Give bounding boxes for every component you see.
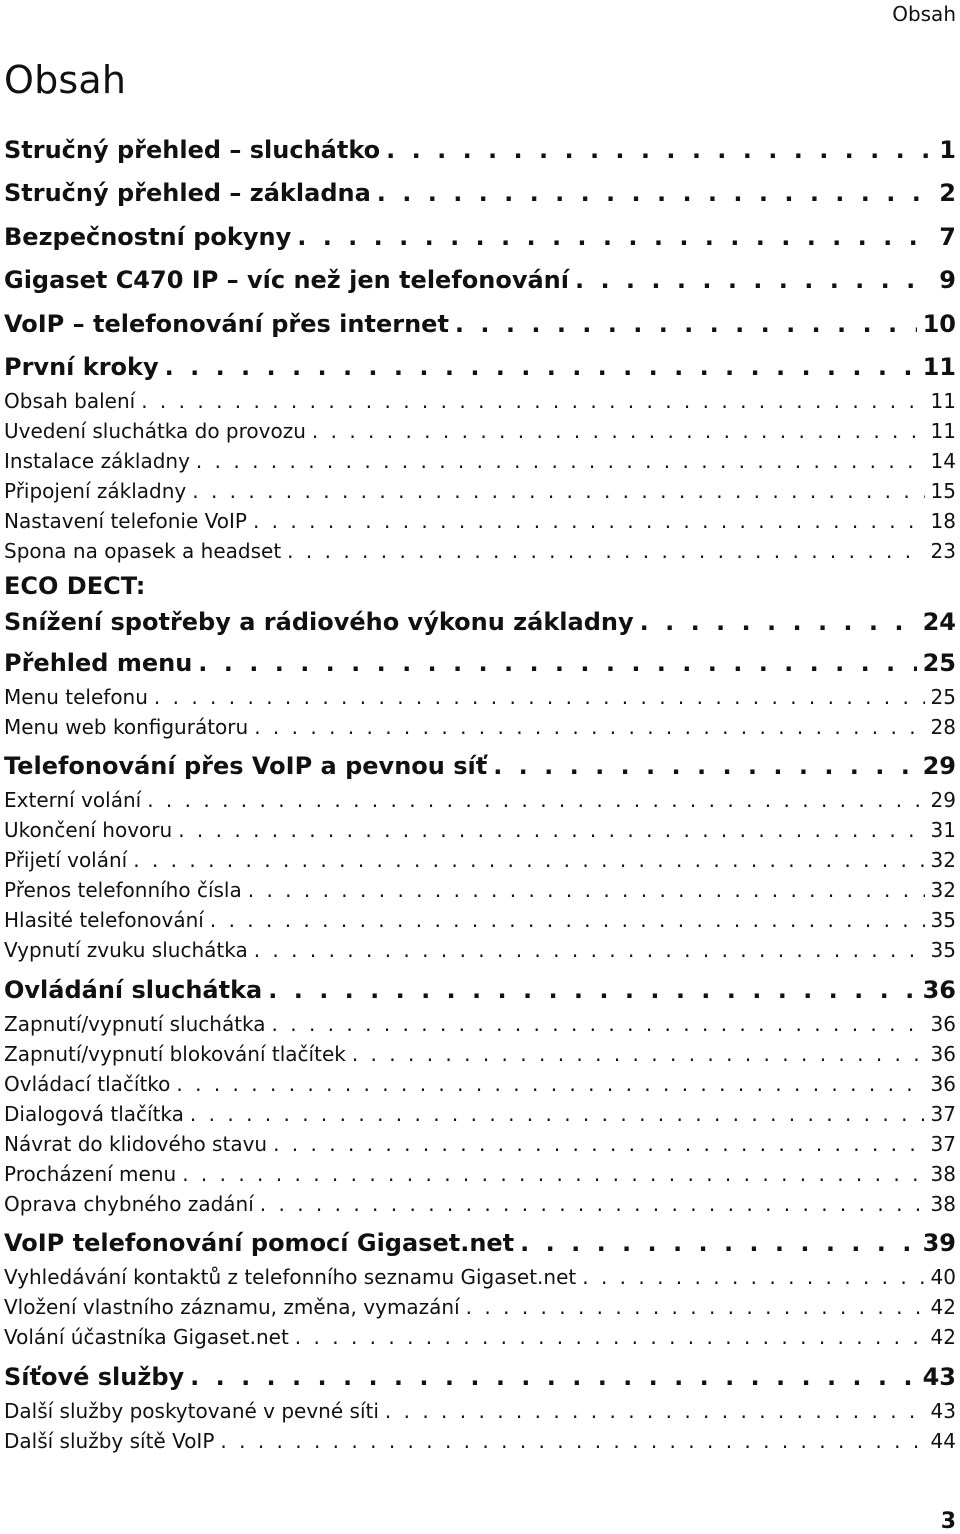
toc-entry-title: Přehled menu [4,648,193,677]
toc-chapter-entry[interactable] [4,1222,956,1266]
toc-section-entry[interactable] [4,1042,956,1072]
dot-leader [640,608,917,636]
dot-leader [165,353,917,381]
toc-section-entry[interactable] [4,1429,956,1459]
toc-entry-title: Síťové služby [4,1362,185,1391]
toc-section-entry[interactable] [4,1265,956,1295]
dot-leader [455,310,917,338]
toc-entry-title: Menu telefonu [4,684,148,709]
toc-section-entry[interactable] [4,788,956,818]
dot-leader [220,1429,924,1453]
toc-entry-page-number: 1 [939,135,956,164]
toc-entry-title: Externí volání [4,788,142,812]
toc-entry-page-number: 37 [930,1101,956,1126]
dot-leader [377,179,934,207]
toc-section-entry[interactable] [4,818,956,848]
toc-entry-title: Vyhledávání kontaktů z telefonního seznamu Gigaset.net [4,1265,577,1289]
toc-entry-title: Ovládání sluchátka [4,975,263,1004]
page-title: Obsah [4,58,127,102]
dot-leader [190,1363,916,1391]
toc-entry-page-number: 10 [922,309,956,338]
dot-leader [287,539,924,563]
toc-section-entry[interactable] [4,1325,956,1355]
toc-section-entry[interactable] [4,1162,956,1192]
dot-leader [254,938,925,962]
toc-entry-page-number: 44 [930,1428,956,1453]
toc-entry-page-number: 39 [922,1229,956,1258]
toc-entry-title: Procházení menu [4,1161,177,1186]
toc-chapter-entry[interactable] [4,259,956,303]
toc-entry-title: Oprava chybného zadání [4,1191,254,1216]
toc-entry-title: Další služby sítě VoIP [4,1428,215,1453]
dot-leader [141,389,924,413]
toc-entry-page-number: 7 [939,222,956,251]
toc-entry-title: Gigaset C470 IP – víc než jen telefonování [4,266,569,295]
toc-entry-page-number: 24 [922,608,956,636]
toc-entry-title: Nastavení telefonie VoIP [4,509,247,533]
toc-chapter-entry[interactable] [4,215,956,259]
toc-section-entry[interactable] [4,389,956,419]
dot-leader [154,685,925,709]
toc-entry-title: Snížení spotřeby a rádiového výkonu základny [4,608,634,636]
toc-entry-title: Ovládací tlačítko [4,1071,171,1096]
dot-leader [192,479,924,503]
toc-entry-title: Bezpečnostní pokyny [4,222,292,251]
dot-leader [295,1325,925,1349]
toc-section-entry[interactable] [4,1132,956,1162]
dot-leader [176,1072,924,1096]
dot-leader [268,976,916,1004]
dot-leader [582,1265,924,1289]
dot-leader [272,1012,925,1036]
toc-entry-page-number: 32 [930,848,956,872]
toc-entry-page-number: 38 [930,1191,956,1216]
dot-leader [147,788,924,812]
dot-leader [493,752,916,780]
toc-section-entry[interactable] [4,1012,956,1042]
toc-entry-page-number: 42 [930,1325,956,1349]
toc-entry-page-number: 25 [930,684,956,709]
toc-section-entry[interactable] [4,715,956,745]
dot-leader [575,266,933,294]
toc-entry-page-number: 35 [930,938,956,962]
toc-entry-title: Zapnutí/vypnutí sluchátka [4,1011,266,1036]
toc-section-entry[interactable] [4,848,956,878]
toc-entry-title: Uvedení sluchátka do provozu [4,419,306,443]
toc-entry-title: Vypnutí zvuku sluchátka [4,938,248,962]
toc-entry-title: Stručný přehled – základna [4,179,371,208]
page-number: 3 [940,1509,956,1534]
toc-section-entry[interactable] [4,908,956,938]
toc-chapter-entry[interactable] [4,745,956,789]
toc-entry-title: První kroky [4,353,159,382]
toc-entry-title: Stručný přehled – sluchátko [4,135,381,164]
toc-entry-page-number: 29 [930,788,956,812]
dot-leader [254,715,924,739]
toc-entry-page-number: 2 [939,179,956,208]
toc-entry-page-number: 32 [930,878,956,902]
toc-chapter-entry[interactable] [4,968,956,1012]
toc-entry-title: Volání účastníka Gigaset.net [4,1325,289,1349]
toc-entry-page-number: 43 [930,1398,956,1423]
toc-section-entry[interactable] [4,1399,956,1429]
toc-entry-title: VoIP telefonování pomocí Gigaset.net [4,1229,515,1258]
dot-leader [178,818,924,842]
dot-leader [385,1399,925,1423]
toc-section-entry[interactable] [4,938,956,968]
toc-entry-title: Vložení vlastního záznamu, změna, vymazání [4,1295,460,1319]
toc-section-entry[interactable] [4,479,956,509]
toc-entry-title: VoIP – telefonování přes internet [4,309,449,338]
toc-section-entry[interactable] [4,509,956,539]
toc-chapter-entry[interactable] [4,172,956,216]
toc-entry-title: Připojení základny [4,479,187,503]
toc-entry-title: Návrat do klidového stavu [4,1131,268,1156]
dot-leader [198,649,916,677]
toc-entry-page-number: 42 [930,1295,956,1319]
toc-section-entry[interactable] [4,419,956,449]
dot-leader [190,1102,925,1126]
dot-leader [466,1295,925,1319]
toc-chapter-entry[interactable] [4,302,956,346]
toc-entry-page-number: 15 [930,479,956,503]
toc-entry-page-number: 28 [930,714,956,739]
toc-entry-page-number: 38 [930,1161,956,1186]
toc-section-entry[interactable] [4,1192,956,1222]
dot-leader [196,449,925,473]
toc-entry-title: Telefonování přes VoIP a pevnou síť [4,752,488,781]
toc-chapter-entry[interactable] [4,1355,956,1399]
toc-entry-page-number: 36 [930,1041,956,1066]
toc-entry-page-number: 35 [930,908,956,932]
toc-entry-title: Instalace základny [4,449,190,473]
dot-leader [520,1229,916,1257]
toc-entry-page-number: 36 [922,975,956,1004]
dot-leader [312,419,925,443]
toc-section-entry[interactable] [4,1295,956,1325]
toc-entry-page-number: 18 [930,509,956,533]
toc-entry-page-number: 25 [922,648,956,677]
toc-section-entry[interactable] [4,1102,956,1132]
dot-leader [182,1162,924,1186]
toc-heading [4,569,956,603]
toc-entry-title: Spona na opasek a headset [4,539,282,563]
dot-leader [133,848,924,872]
dot-leader [253,509,925,533]
toc-entry-page-number: 31 [930,818,956,842]
dot-leader [260,1192,925,1216]
toc-entry-page-number: 9 [939,266,956,295]
toc-entry-title: Obsah balení [4,389,136,413]
toc-chapter-entry[interactable] [4,603,956,641]
dot-leader [273,1132,924,1156]
toc-entry-title: ECO DECT: [4,572,146,600]
toc-section-entry[interactable] [4,449,956,479]
dot-leader [386,136,933,164]
toc-chapter-entry[interactable] [4,346,956,390]
toc-entry-page-number: 36 [930,1071,956,1096]
toc-entry-page-number: 11 [930,419,956,443]
toc-chapter-entry[interactable] [4,641,956,685]
toc-entry-page-number: 36 [930,1011,956,1036]
toc-entry-title: Menu web konfigurátoru [4,714,249,739]
toc-entry-page-number: 11 [930,389,956,413]
toc-section-entry[interactable] [4,539,956,569]
toc-entry-title: Další služby poskytované v pevné síti [4,1398,379,1423]
toc-entry-title: Dialogová tlačítka [4,1101,184,1126]
toc-entry-page-number: 11 [922,353,956,382]
toc-entry-title: Přenos telefonního čísla [4,878,242,902]
toc-section-entry[interactable] [4,685,956,715]
dot-leader [210,908,925,932]
toc-entry-title: Přijetí volání [4,848,128,872]
toc-entry-page-number: 37 [930,1131,956,1156]
toc-entry-title: Ukončení hovoru [4,818,173,842]
table-of-contents [4,128,956,1459]
dot-leader [297,223,933,251]
toc-section-entry[interactable] [4,878,956,908]
toc-chapter-entry[interactable] [4,128,956,172]
toc-entry-title: Hlasité telefonování [4,908,204,932]
toc-entry-page-number: 43 [922,1362,956,1391]
dot-leader [352,1042,925,1066]
toc-entry-page-number: 14 [930,449,956,473]
toc-entry-page-number: 23 [930,539,956,563]
toc-entry-page-number: 40 [930,1265,956,1289]
toc-entry-page-number: 29 [922,752,956,781]
dot-leader [248,878,925,902]
running-header: Obsah [892,2,956,26]
toc-section-entry[interactable] [4,1072,956,1102]
toc-entry-title: Zapnutí/vypnutí blokování tlačítek [4,1041,346,1066]
